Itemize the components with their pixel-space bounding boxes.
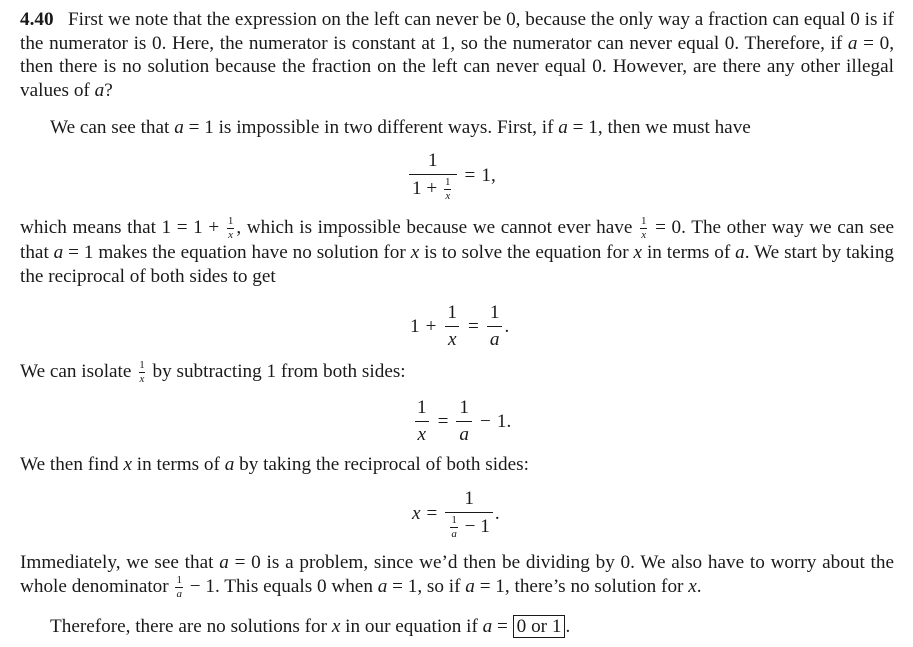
intro-text-continued: then there is no solution because the fraction on the left can never equal 0. However, are there any other illegal values of (20, 56, 894, 101)
paragraph-a-equals-1: We can see that a = 1 is impossible in two different ways. First, if a = 1, then we must have (50, 117, 751, 138)
paragraph-isolate: We can isolate $\frac{1}{x}$ by subtracting 1 from both sides: (20, 359, 406, 386)
equation-isolated-form: $\frac{1}{x}$ = $\frac{1}{a}$ − 1. (412, 397, 511, 446)
boxed-answer: 0 or 1 (513, 615, 566, 638)
paragraph-reciprocal: which means that 1 = 1 + $\frac{1}{x}$ , which is impossible because we cannot ever have $\frac{1}{x}$ = 0. The other way we can see that a = 1 makes the equation have no solution for x is to solve the equation for x in terms of a. We start by taking the reciprocal of both sides to get (20, 215, 895, 287)
problem-number: 4.40 (20, 9, 54, 30)
paragraph-denominator: Immediately, we see that a = 0 is a problem, since we’d then be dividing by 0. We also have to worry about the whole denominator $\frac{1}{a}$ − 1. This equals 0 when a = 1, so if a = 1, there’s no solution for x. (20, 552, 894, 600)
paragraph-conclusion: Therefore, there are no solutions for x in our equation if a = 0 or 1 . (50, 616, 571, 637)
intro-text: First we note that the expression on the left can never be 0, because the only way a fraction can equal 0 is if the numerator is 0. Here, the numerator is constant at 1, so the numerator can never equal 0. Therefore, if (20, 9, 895, 54)
equation-sum-form: 1 + $\frac{1}{x}$ = $\frac{1}{a}$ . (410, 302, 510, 350)
equation-reciprocal-form: 1 1 + $\frac{1}{x}$ = 1, (407, 150, 496, 202)
paragraph-intro: 4.40 First we note that the expression on the left can never be 0, because the only way a fraction can equal 0 is if the numerator is 0. Here, the numerator is constant at 1, so the numerator can never equal 0. Therefore, if a = 0, then there is no solution because the fraction on the left can never equal 0. However, are there any other illegal values of a? (20, 9, 895, 101)
paragraph-solve-x: We then find x in terms of a by taking the reciprocal of both sides: (20, 454, 529, 475)
equation-x-solution: x = 1 $\frac{1}{a}$ − 1 . (412, 488, 500, 540)
